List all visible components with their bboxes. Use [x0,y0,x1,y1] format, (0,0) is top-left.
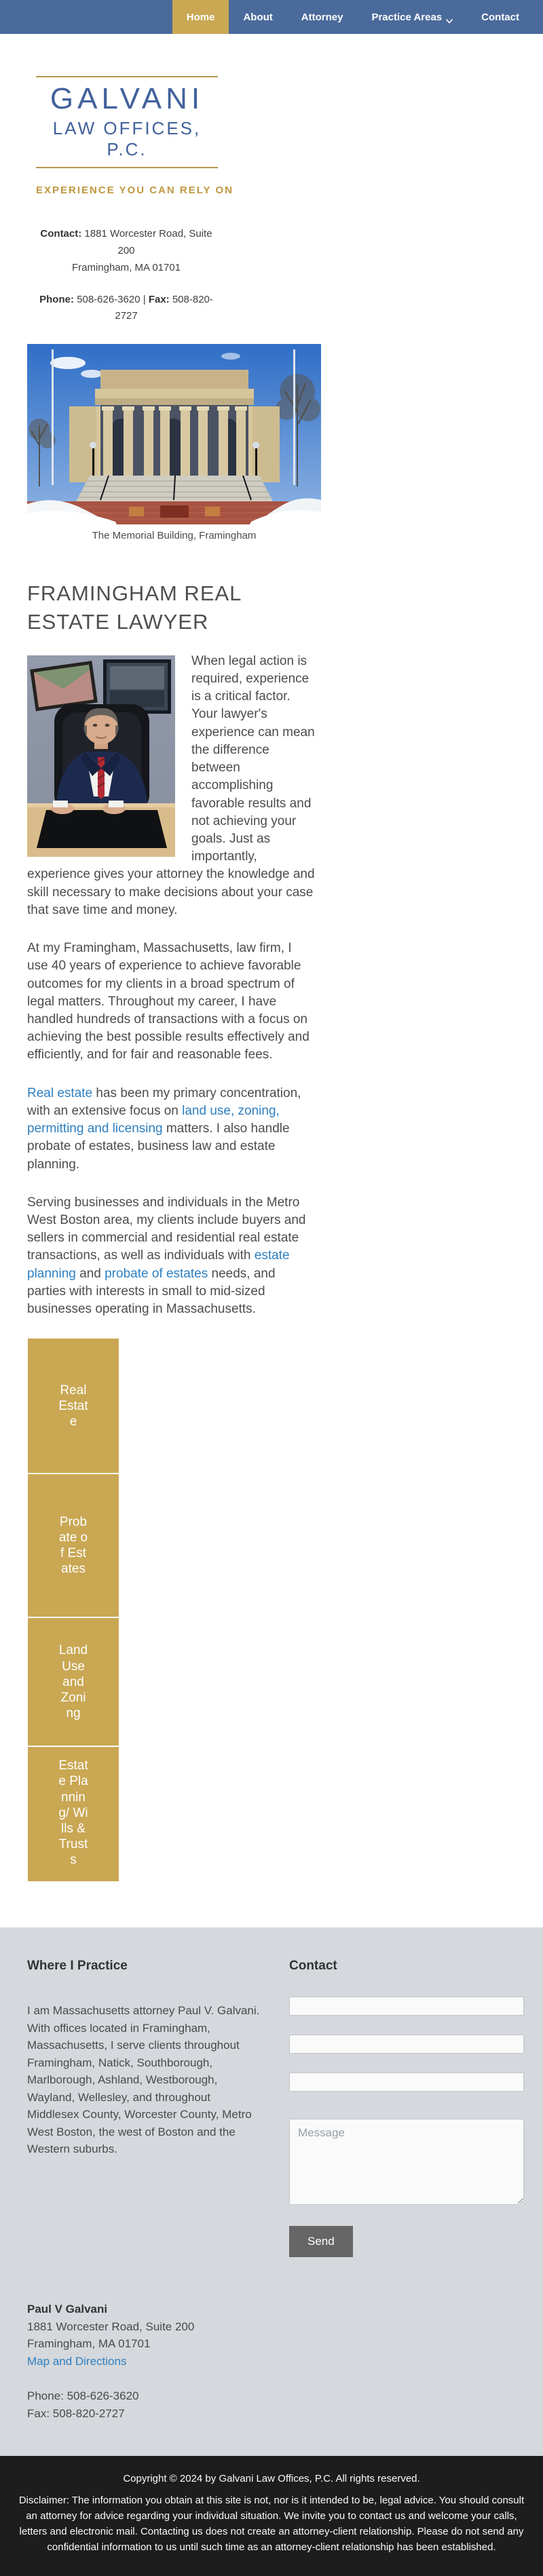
nav-attorney-label: Attorney [301,11,343,23]
article-body [27,653,316,1318]
copyright-text: Copyright © 2024 by Galvani Law Offices, P.C. All rights reserved. [123,2473,420,2485]
photo-caption: The Memorial Building, Framingham [92,530,257,542]
page-title: FRAMINGHAM REAL ESTATE LAWYER [27,581,242,634]
nav-contact-label: Contact [481,11,519,23]
email-field[interactable] [289,2035,524,2054]
land-use-zoning-button-label: Land Use and Zoning [58,1643,88,1721]
estate-planning-button-label: Estate Planning/ Wills & Trusts [58,1758,88,1868]
footer-city: Framingham, MA 01701 [27,2337,151,2351]
nav-home-label: Home [186,11,215,23]
fax-label: Fax: [148,293,170,305]
contact-form [289,1997,524,2257]
probate-of-estates-link[interactable]: probate of estates [105,1266,208,1281]
message-field[interactable] [289,2119,524,2205]
contact-form-heading: Contact [289,1959,337,1974]
memorial-building-photo [27,344,321,524]
estate-planning-wills-trusts-button[interactable] [28,1747,119,1881]
disclaimer-text: Disclaimer: The information you obtain at this site is not, nor is it intended to be, legal advice. You should consult an attorney for advice regarding your individual situation. We invite you to contact us and welcome your calls, letters and electronic mail. Contacting us does not create an attorney-client relationship. Please do not send any confidential information to us until such time as an attorney-client relationship has been established. [18,2494,525,2554]
practice-areas-button-column [28,1339,119,1881]
nav-item-home[interactable] [172,0,229,34]
map-and-directions-link[interactable]: Map and Directions [27,2354,127,2368]
logo-rule-bottom [36,167,218,168]
footer-address: 1881 Worcester Road, Suite 200 [27,2320,195,2333]
firm-logo [36,76,233,197]
nav-item-about[interactable] [229,0,286,34]
real-estate-button[interactable] [28,1339,119,1473]
name-field[interactable] [289,1997,524,2016]
header-city-text: Framingham, MA 01701 [71,261,181,273]
logo-tagline: EXPERIENCE YOU CAN RELY ON [36,185,233,197]
top-navigation [0,0,543,34]
probate-of-estates-button[interactable] [28,1474,119,1617]
header-address-text: 1881 Worcester Road, Suite 200 [84,228,212,257]
nav-about-label: About [243,11,273,23]
send-button[interactable]: Send [289,2226,353,2257]
probate-of-estates-button-label: Probate of Estates [58,1514,88,1577]
concentration-text-2: matters. I also handle probate of estates, business law and estate planning. [27,1121,290,1172]
footer-phone: Phone: 508-626-3620 [27,2389,139,2403]
logo-rule-top [36,76,218,77]
header-fax-number: 508-820-2727 [115,293,213,322]
logo-subtitle: LAW OFFICES, P.C. [52,118,202,160]
subject-field[interactable] [289,2073,524,2092]
clients-paragraph [27,1194,316,1319]
where-i-practice-heading: Where I Practice [27,1959,128,1974]
header-phone-number: 508-626-3620 [77,293,141,305]
phone-label: Phone: [39,293,74,305]
phone-fax-separator: | [143,293,146,305]
nav-practice-areas-label: Practice Areas [371,11,443,23]
concentration-text-1: has been my primary concentration, with an extensive focus on [27,1085,301,1118]
land-use-zoning-button[interactable] [28,1618,119,1746]
chevron-down-icon [446,15,453,20]
logo-title: GALVANI [50,82,204,115]
land-use-zoning-link[interactable]: land use, zoning, permitting and licensing [27,1103,280,1136]
intro-paragraph: When legal action is required, experience is a critical factor. Your lawyer's experience can mean the difference between accomplishing favorable results and not achieving your goals. Just as importantly, experience gives your attorney the knowledge and skill necessary to make decisions about your case that save time and money. [27,653,315,917]
clients-text-3: needs, and parties with interests in small to mid-sized businesses operating in Massachusetts. [27,1266,276,1317]
footer [0,1927,543,2456]
header-address [31,226,221,276]
footer-fax: Fax: 508-820-2727 [27,2406,125,2420]
clients-text-1: Serving businesses and individuals in the Metro West Boston area, my clients include buyers and sellers in commercial and residential real estate transactions, as well as individuals with [27,1195,306,1263]
header-contact-info [31,226,221,325]
estate-planning-link[interactable]: estate planning [27,1248,290,1281]
clients-text-2: and [75,1266,105,1281]
where-i-practice-section [27,1959,265,2257]
attorney-name: Paul V Galvani [27,2303,108,2316]
where-i-practice-text: I am Massachusetts attorney Paul V. Galvani. With offices located in Framingham, Massachusetts, I serve clients throughout Framingham, Natick, Southborough, Marlborough, Ashland, Westborough, Wayland, Wellesley, and throughout Middlesex County, Worcester County, Metro West Boston, the west of Boston and the Western suburbs. [27,2004,260,2156]
real-estate-link[interactable]: Real estate [27,1085,93,1100]
nav-item-attorney[interactable] [287,0,358,34]
attorney-portrait [27,655,175,857]
header-phone-fax [31,292,221,326]
legal-bar [0,2456,543,2575]
footer-contact-info [27,2301,543,2422]
contact-label: Contact: [40,228,82,240]
concentration-paragraph [27,1085,316,1174]
nav-item-practice-areas[interactable] [357,0,467,34]
hero-section [27,344,321,541]
contact-form-section [289,1959,524,2257]
nav-item-contact[interactable] [467,0,533,34]
real-estate-button-label: Real Estate [58,1383,88,1429]
experience-paragraph: At my Framingham, Massachusetts, law firm, I use 40 years of experience to achieve favorable outcomes for my clients in a broad spectrum of legal matters. Throughout my career, I have handled hundreds of transactions with a focus on achieving the best possible results effectively and efficiently, and for fair and reasonable fees. [27,941,310,1062]
